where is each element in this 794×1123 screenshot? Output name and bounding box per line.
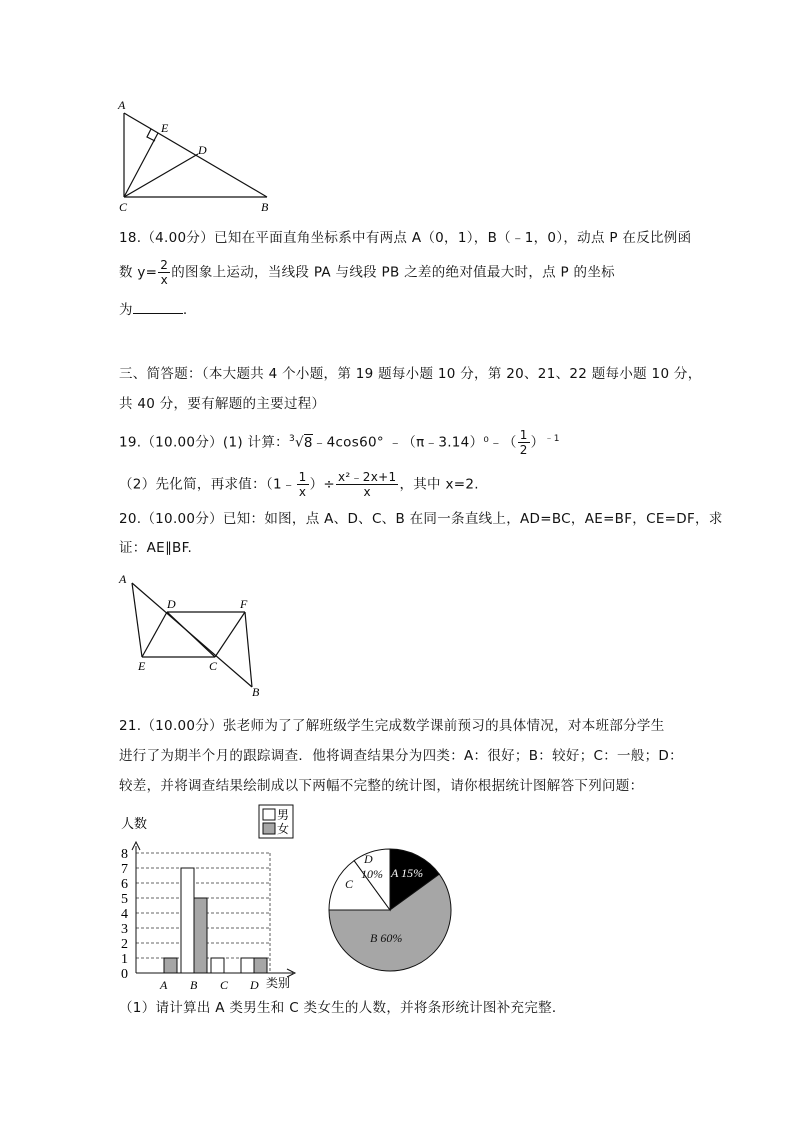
legend-swatch-male bbox=[263, 809, 275, 820]
y-tick-label: 0 bbox=[121, 967, 128, 982]
y-tick-label: 3 bbox=[121, 922, 128, 937]
radicand: 8 bbox=[303, 434, 313, 451]
x-axis-title: 类别 bbox=[266, 976, 291, 990]
legend-label-male: 男 bbox=[277, 808, 290, 822]
q19-part2 bbox=[119, 470, 479, 499]
y-tick-label: 8 bbox=[121, 847, 128, 862]
q19-part2-mid: ）÷ bbox=[309, 476, 335, 493]
q19-frac1 bbox=[297, 470, 309, 499]
q20-line2: 证：AE∥BF. bbox=[119, 540, 193, 556]
label-B: B bbox=[261, 200, 269, 214]
bar-D-男 bbox=[241, 958, 254, 973]
label-E: E bbox=[161, 121, 169, 135]
y-tick-label: 1 bbox=[121, 952, 128, 967]
frac2-num: x²﹣2x+1 bbox=[338, 470, 397, 484]
frac1-den: x bbox=[298, 485, 307, 499]
frac2-den: x bbox=[363, 485, 371, 499]
y-tick-label: 2 bbox=[121, 937, 128, 952]
q18-line2-pre: 数 y= bbox=[119, 264, 158, 281]
label-A: A bbox=[118, 98, 126, 112]
x-tick-label: B bbox=[190, 978, 198, 992]
bar-D-女 bbox=[254, 958, 267, 973]
q18-fraction bbox=[158, 258, 170, 287]
pie-label: A 15% bbox=[391, 866, 424, 880]
label-D: D bbox=[167, 597, 176, 611]
pie-label: D bbox=[364, 852, 373, 866]
q19-frac2 bbox=[336, 470, 398, 499]
bar-C-男 bbox=[211, 958, 224, 973]
q18-line1: 18.（4.00分）已知在平面直角坐标系中有两点 A（0，1），B（﹣1，0），动点 P 在反比例函 bbox=[119, 230, 692, 246]
q19-part1-pre: 19.（10.00分）(1) 计算： bbox=[119, 434, 289, 451]
q18-line3-post: . bbox=[182, 302, 188, 318]
legend-label-female: 女 bbox=[277, 822, 290, 836]
q19-part1-post: ） bbox=[530, 434, 545, 451]
label-A: A bbox=[119, 572, 127, 586]
q19-part1-mid: ﹣4cos60° ﹣（π﹣3.14）⁰﹣（ bbox=[312, 434, 517, 451]
q18-line2 bbox=[119, 258, 615, 287]
bar-B-女 bbox=[194, 898, 207, 973]
figure-triangle-abc bbox=[115, 98, 280, 218]
x-tick-label: C bbox=[220, 978, 229, 992]
label-F: F bbox=[240, 597, 248, 611]
q18-frac-den: x bbox=[160, 273, 168, 287]
radical-sign: √ bbox=[294, 434, 304, 451]
pie-label: B 60% bbox=[370, 931, 403, 945]
bar-A-女 bbox=[164, 958, 177, 973]
label-B: B bbox=[252, 685, 260, 699]
x-tick-label: D bbox=[250, 978, 259, 992]
label-D: D bbox=[198, 143, 207, 157]
y-tick-label: 5 bbox=[121, 892, 128, 907]
q18-line3-pre: 为 bbox=[119, 302, 133, 318]
label-C: C bbox=[119, 200, 128, 214]
q19-part2-pre: （2）先化简，再求值：（1﹣ bbox=[119, 476, 296, 493]
legend-swatch-female bbox=[263, 823, 275, 834]
y-tick-label: 7 bbox=[121, 862, 128, 877]
q21-line2: 进行了为期半个月的跟踪调查．他将调查结果分为四类：A：很好；B：较好；C：一般；D： bbox=[119, 748, 683, 764]
q18-frac-num: 2 bbox=[160, 258, 169, 272]
half-den: 2 bbox=[519, 443, 528, 457]
q19-part2-post: ，其中 x=2. bbox=[399, 476, 479, 493]
q21-sub1: （1）请计算出 A 类男生和 C 类女生的人数，并将条形统计图补充完整． bbox=[119, 1000, 566, 1016]
label-C: C bbox=[209, 659, 218, 673]
q21-line1: 21.（10.00分）张老师为了了解班级学生完成数学课前预习的具体情况，对本班部分学生 bbox=[119, 718, 665, 734]
q19-half bbox=[518, 428, 530, 457]
q20-line1: 20.（10.00分）已知：如图，点 A、D、C、B 在同一条直线上，AD=BC，AE=BF，CE=DF，求 bbox=[119, 511, 723, 527]
q18-line3 bbox=[119, 300, 187, 320]
y-tick-label: 6 bbox=[121, 877, 128, 892]
x-tick-label: A bbox=[160, 978, 168, 992]
answer-blank[interactable] bbox=[133, 301, 183, 314]
pie-chart bbox=[325, 845, 455, 975]
q18-line2-post: 的图象上运动，当线段 PA 与线段 PB 之差的绝对值最大时，点 P 的坐标 bbox=[171, 264, 615, 281]
figure-parallelogram bbox=[115, 570, 275, 700]
half-num: 1 bbox=[519, 428, 528, 442]
section3-line1: 三、简答题：（本大题共 4 个小题，第 19 题每小题 10 分，第 20、21、22 题每小题 10 分， bbox=[119, 366, 702, 382]
q21-line3: 较差，并将调查结果绘制成以下两幅不完整的统计图，请你根据统计图解答下列问题： bbox=[119, 778, 644, 794]
q19-exp: ﹣1 bbox=[544, 434, 560, 444]
bar-B-男 bbox=[181, 868, 194, 973]
pie-label: C bbox=[345, 877, 354, 891]
section3-line2: 共 40 分，要有解题的主要过程） bbox=[119, 396, 326, 412]
q19-part1 bbox=[119, 428, 560, 457]
y-axis-title: 人数 bbox=[121, 817, 148, 832]
bar-chart bbox=[115, 802, 305, 994]
label-E: E bbox=[138, 659, 146, 673]
root-index: 3 bbox=[288, 434, 295, 444]
pie-label-pct: 10% bbox=[361, 867, 383, 881]
y-tick-label: 4 bbox=[121, 907, 128, 922]
frac1-num: 1 bbox=[298, 470, 307, 484]
